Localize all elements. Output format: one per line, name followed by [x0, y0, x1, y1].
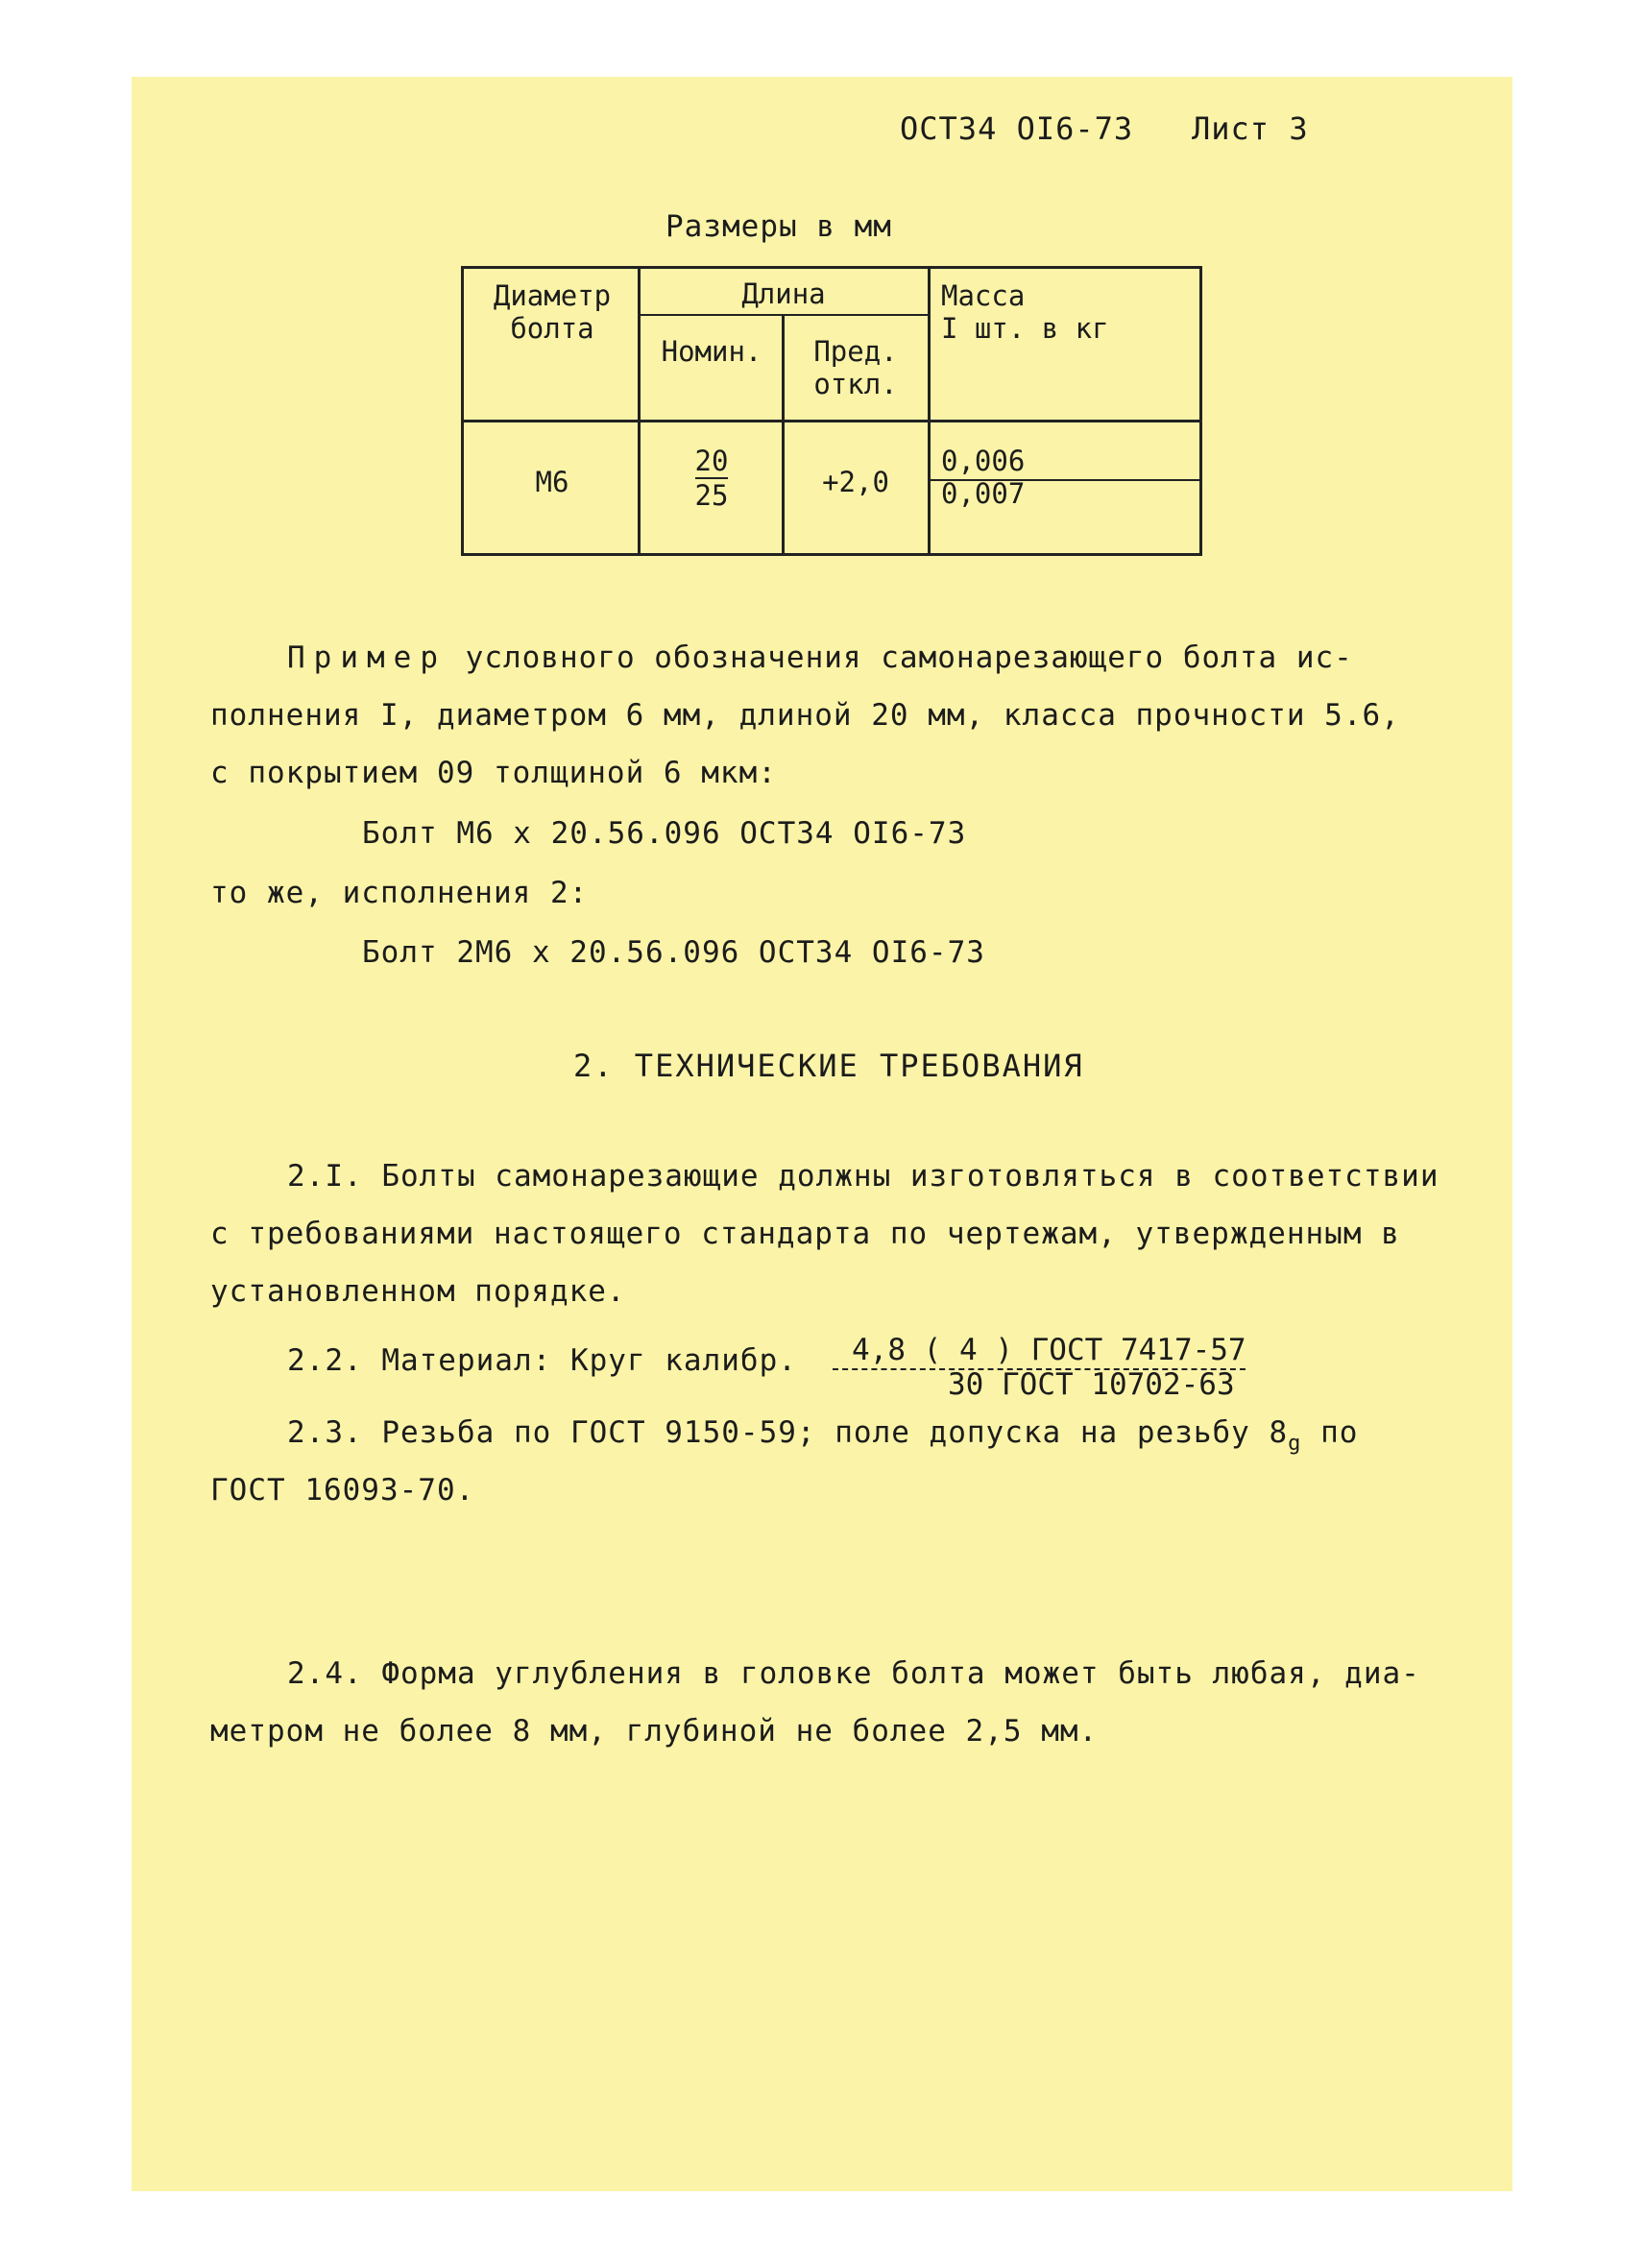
cell-length-1: 20: [694, 445, 729, 477]
table-col-divider-3: [928, 266, 931, 556]
p21-line-2: с требованиями настоящего стандарта по чертежам, утвержденным в: [210, 1217, 1400, 1251]
material-numerator: 4,8 ( 4 ) ГОСТ 7417-57: [852, 1333, 1246, 1367]
table-col-divider-2: [782, 314, 785, 556]
cell-mass-2: 0,007: [941, 477, 1026, 510]
table-border-bottom: [461, 553, 1202, 556]
header-mass: [941, 279, 1109, 345]
cell-diameter: М6: [535, 466, 569, 498]
p23-text: 2.3. Резьба по ГОСТ 9150-59; поле допуска на резьбу 8: [287, 1415, 1289, 1450]
table-col-divider-1: [638, 266, 641, 556]
section-title: 2. ТЕХНИЧЕСКИЕ ТРЕБОВАНИЯ: [573, 1048, 1084, 1084]
table-length-divider: [638, 314, 928, 316]
table-header-divider: [461, 420, 1202, 422]
dimensions-table: [461, 266, 1202, 556]
table-border-top: [461, 266, 1202, 269]
p21-line-3: установленном порядке.: [210, 1274, 626, 1309]
p24-line-2: метром не более 8 мм, глубиной не более 2,5 мм.: [210, 1714, 1099, 1749]
p21-line-1: 2.I. Болты самонарезающие должны изготовляться в соответствии: [287, 1159, 1439, 1194]
cell-length: [641, 445, 782, 512]
header-tolerance-line1: Пред.: [813, 335, 898, 368]
header-diameter-line1: Диаметр: [493, 279, 612, 312]
example-line-2: полнения I, диаметром 6 мм, длиной 20 мм, класса прочности 5.6,: [210, 698, 1400, 733]
material-denominator: 30 ГОСТ 10702-63: [948, 1367, 1235, 1402]
cell-mass-1: 0,006: [941, 445, 1026, 477]
example-word: Пример: [287, 640, 447, 675]
document-page: [132, 77, 1512, 2191]
p23-tail: по: [1320, 1415, 1359, 1450]
header-diameter: [471, 279, 634, 345]
example-line-1-text: условного обозначения самонарезающего болта ис-: [465, 640, 1353, 675]
sheet-number: Лист 3: [1191, 110, 1309, 147]
header-diameter-line2: болта: [510, 312, 594, 345]
p22-label: 2.2. Материал: Круг калибр.: [287, 1343, 797, 1378]
cell-tolerance: +2,0: [822, 466, 889, 498]
material-fraction: [833, 1333, 1255, 1410]
designation-1: Болт М6 х 20.56.096 ОСТ34 ОІ6-73: [362, 816, 967, 851]
cell-mass: [941, 445, 1025, 510]
header-nominal: Номин.: [661, 335, 762, 368]
designation-2: Болт 2М6 х 20.56.096 ОСТ34 ОІ6-73: [362, 935, 985, 970]
table-border-left: [461, 266, 464, 556]
header-mass-line1: Масса: [941, 279, 1026, 312]
p24-line-1: 2.4. Форма углубления в головке болта может быть любая, диа-: [287, 1656, 1420, 1691]
document-header: [900, 109, 1309, 148]
header-mass-line2: I шт. в кг: [941, 312, 1109, 345]
example-line-3: с покрытием 09 толщиной 6 мкм:: [210, 756, 777, 790]
p23-subscript: g: [1288, 1432, 1302, 1456]
table-border-right: [1199, 266, 1202, 556]
p23-line-2: ГОСТ 16093-70.: [210, 1473, 475, 1508]
example-line-1: [287, 639, 1353, 677]
p23-line-1: [287, 1413, 1358, 1463]
same-as-line: то же, исполнения 2:: [210, 876, 589, 910]
header-length: Длина: [741, 277, 826, 310]
document-number: ОСТ34 ОІ6-73: [900, 110, 1134, 147]
header-tolerance-line2: откл.: [813, 368, 898, 400]
header-tolerance: [786, 335, 926, 400]
table-caption: Размеры в мм: [665, 209, 892, 244]
cell-length-2: 25: [694, 479, 729, 512]
